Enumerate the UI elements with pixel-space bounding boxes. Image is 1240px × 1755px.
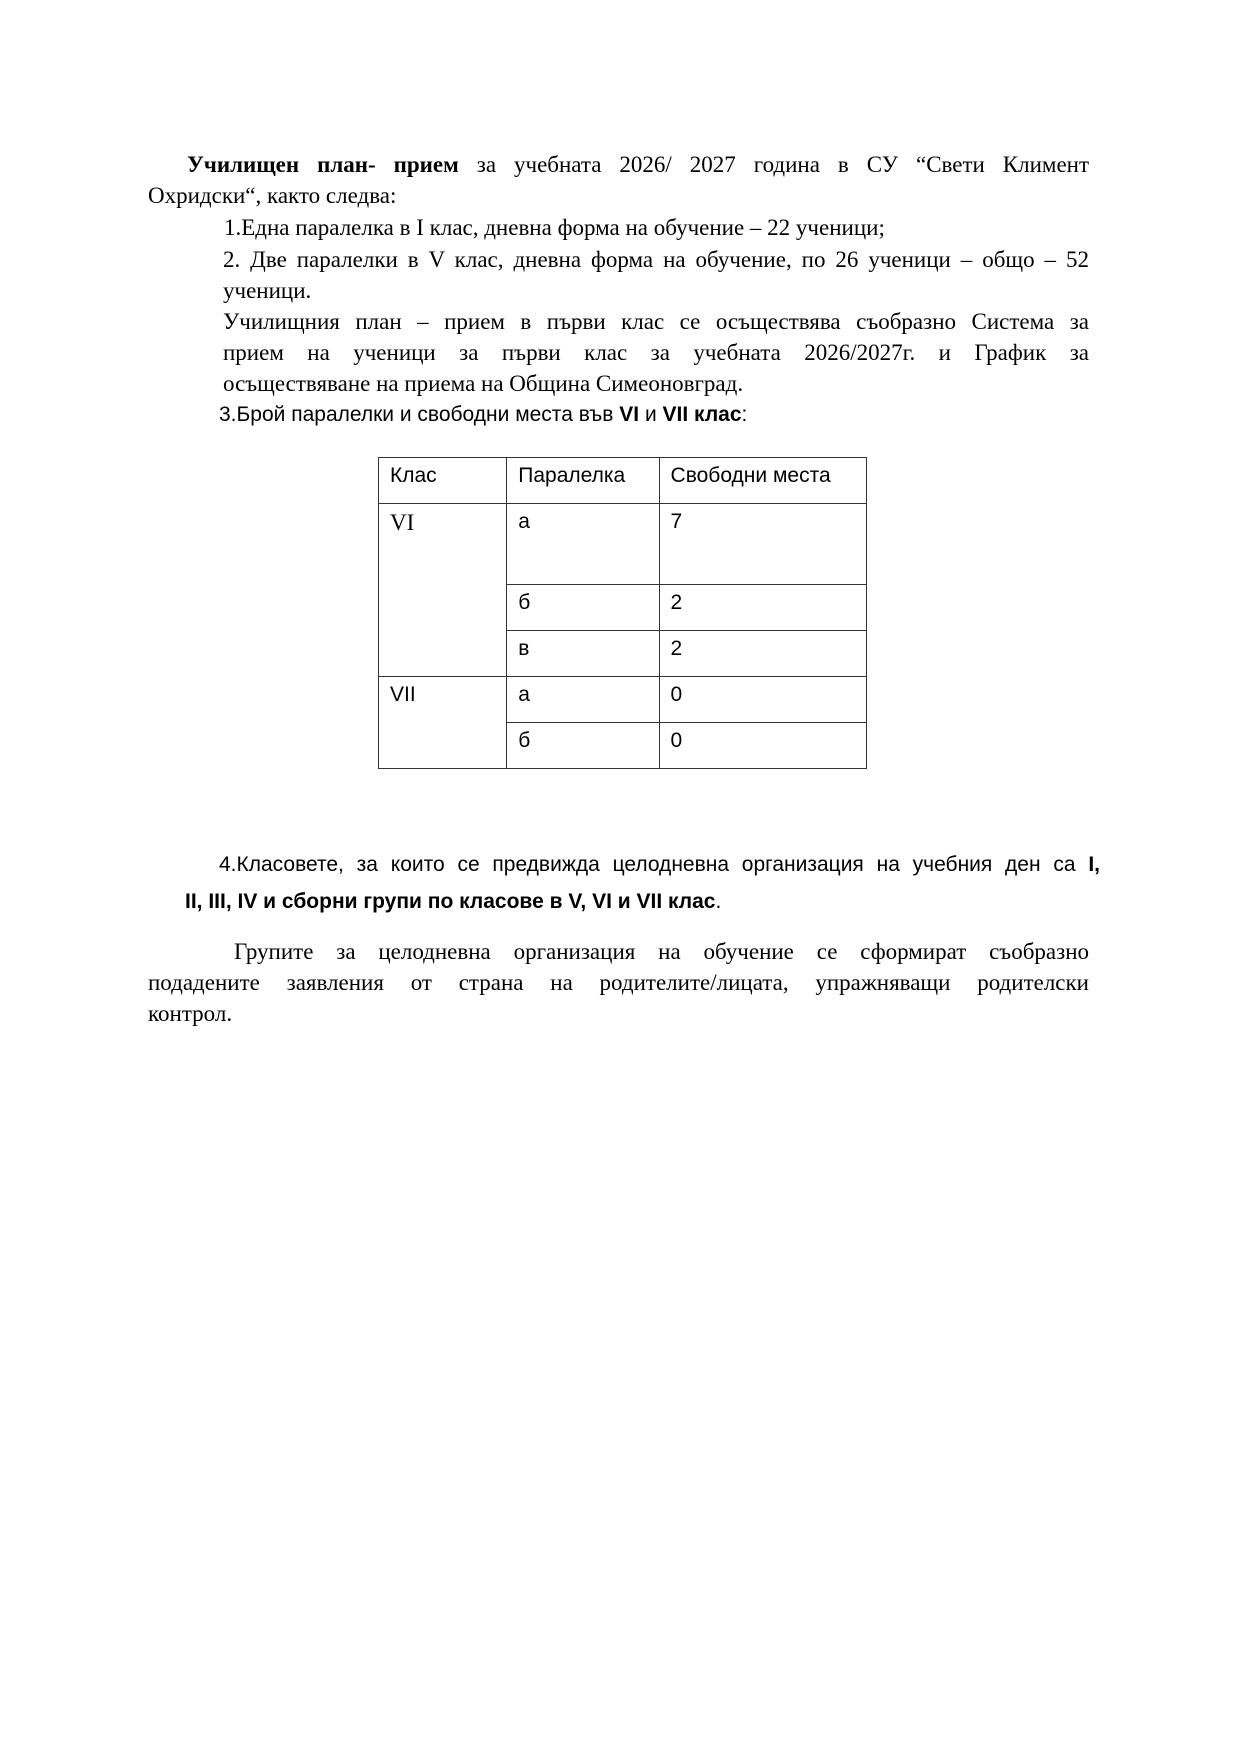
item-3-prefix: 3.Брой паралелки и свободни места във <box>219 403 620 426</box>
paralelka-cell: б <box>507 585 659 631</box>
plan-line-3: осъществяване на приема на Община Симеоновград. <box>223 371 744 396</box>
paralelka-cell: а <box>507 504 659 585</box>
closing-line-2: подадените заявления от страна на родителите/лицата, упражняващи родителски <box>148 970 1089 995</box>
plan-line-2: прием на ученици за първи клас за учебната 2026/2027г. и График за <box>223 340 1089 365</box>
table-row <box>379 677 867 723</box>
item-3-suffix: : <box>741 403 748 426</box>
item-3-middle: и <box>639 403 663 426</box>
paralelka-cell: в <box>507 631 659 677</box>
plan-line-1: Училищния план – прием в първи клас се осъществява съобразно Система за <box>223 309 1089 334</box>
item-3-bold-vii: VII клас <box>662 403 742 426</box>
item-3 <box>219 400 747 430</box>
klas-cell-vi: VI <box>379 504 507 677</box>
closing-line-3: контрол. <box>148 1001 233 1026</box>
intro-bold-lead: Училищен план- прием <box>187 152 459 177</box>
header-paralelka: Паралелка <box>507 458 659 504</box>
intro-line-2: Охридски“, както следва: <box>148 183 397 208</box>
item-4-bold-start: I, <box>1088 853 1100 876</box>
free-cell: 7 <box>659 504 866 585</box>
item-4-line-1 <box>219 849 1100 881</box>
table-row <box>379 504 867 585</box>
paralelka-cell: б <box>507 723 659 769</box>
item-4-text: 4.Класовете, за които се предвижда целодневна организация на учебния ден са <box>219 853 1089 876</box>
closing-line-1: Групите за целодневна организация на обучение се сформират съобразно <box>234 939 1089 964</box>
free-cell: 0 <box>659 723 866 769</box>
klas-cell-vii: VII <box>379 677 507 769</box>
free-cell: 2 <box>659 631 866 677</box>
paralelka-cell: а <box>507 677 659 723</box>
item-4-end: . <box>715 890 722 913</box>
header-klas: Клас <box>379 458 507 504</box>
intro-rest: за учебната 2026/ 2027 година в СУ “Свети Климент <box>476 152 1090 177</box>
item-2-line-1: 2. Две паралелки в V клас, дневна форма на обучение, по 26 ученици – общо – 52 <box>223 247 1089 272</box>
item-4-bold-classes: II, III, IV и сборни групи по класове в V, VI и VII клас <box>185 890 716 913</box>
free-places-table <box>378 457 867 769</box>
item-3-bold-vi: VI <box>619 403 640 426</box>
free-cell: 0 <box>659 677 866 723</box>
intro-line-1 <box>187 150 1089 180</box>
header-svobodni-mesta: Свободни места <box>659 458 866 504</box>
item-1: 1.Една паралелка в I клас, дневна форма на обучение – 22 ученици; <box>224 215 885 240</box>
table-header-row <box>379 458 867 504</box>
item-2-line-2: ученици. <box>223 278 312 303</box>
free-cell: 2 <box>659 585 866 631</box>
item-4-line-2 <box>185 886 721 918</box>
